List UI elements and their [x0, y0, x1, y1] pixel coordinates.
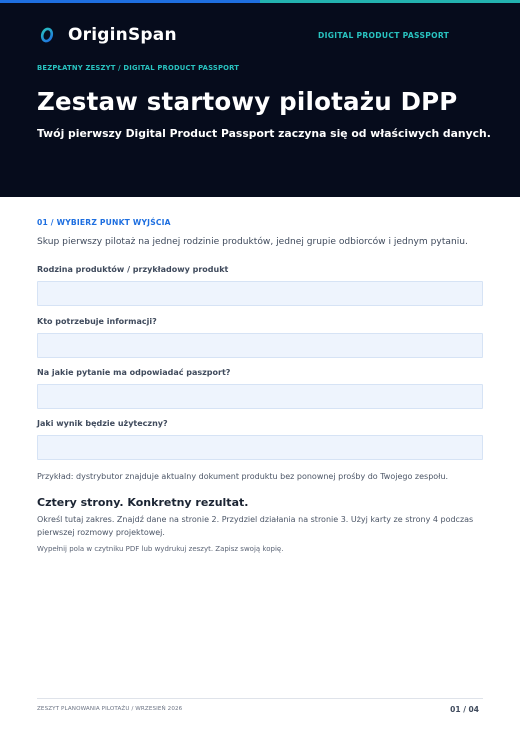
product-family-input[interactable]	[37, 281, 483, 306]
page-subtitle: Twój pierwszy Digital Product Passport zaczyna się od właściwych danych.	[37, 127, 491, 140]
useful-outcome-label: Jaki wynik będzie użyteczny?	[37, 419, 168, 428]
page-title: Zestaw startowy pilotażu DPP	[37, 87, 458, 116]
brand-name: OriginSpan	[68, 25, 177, 45]
ring-logo-icon	[37, 25, 57, 45]
summary-body: Określ tutaj zakres. Znajdź dane na stronie 2. Przydziel działania na stronie 3. Użyj karty ze strony 4 podczas pierwszej rozmowy projektowej.	[37, 515, 474, 537]
product-family-label: Rodzina produktów / przykładowy produkt	[37, 265, 229, 274]
passport-question-label: Na jakie pytanie ma odpowiadać paszport?	[37, 368, 231, 377]
eyebrow-breadcrumb: BEZPŁATNY ZESZYT / DIGITAL PRODUCT PASSPORT	[37, 64, 240, 72]
header-tag: DIGITAL PRODUCT PASSPORT	[318, 31, 450, 40]
audience-input[interactable]	[37, 333, 483, 358]
brand-logo	[37, 25, 177, 45]
passport-question-input[interactable]	[37, 384, 483, 409]
fill-instructions-note: Wypełnij pola w czytniku PDF lub wydrukuj zeszyt. Zapisz swoją kopię.	[37, 545, 284, 553]
footer-divider	[37, 698, 483, 699]
page-number: 01 / 04	[450, 705, 479, 714]
summary-heading: Cztery strony. Konkretny rezultat.	[37, 496, 249, 509]
footer-document-info: ZESZYT PLANOWANIA PILOTAŻU / WRZESIEŃ 2026	[37, 706, 183, 712]
section-label: 01 / WYBIERZ PUNKT WYJŚCIA	[37, 218, 171, 227]
useful-outcome-input[interactable]	[37, 435, 483, 460]
hero-banner	[0, 3, 520, 197]
audience-label: Kto potrzebuje informacji?	[37, 317, 157, 326]
example-text: Przykład: dystrybutor znajduje aktualny dokument produktu bez ponownej prośby do Twojego zespołu.	[37, 472, 449, 481]
section-intro: Skup pierwszy pilotaż na jednej rodzinie produktów, jednej grupie odbiorców i jednym pytaniu.	[37, 237, 468, 247]
